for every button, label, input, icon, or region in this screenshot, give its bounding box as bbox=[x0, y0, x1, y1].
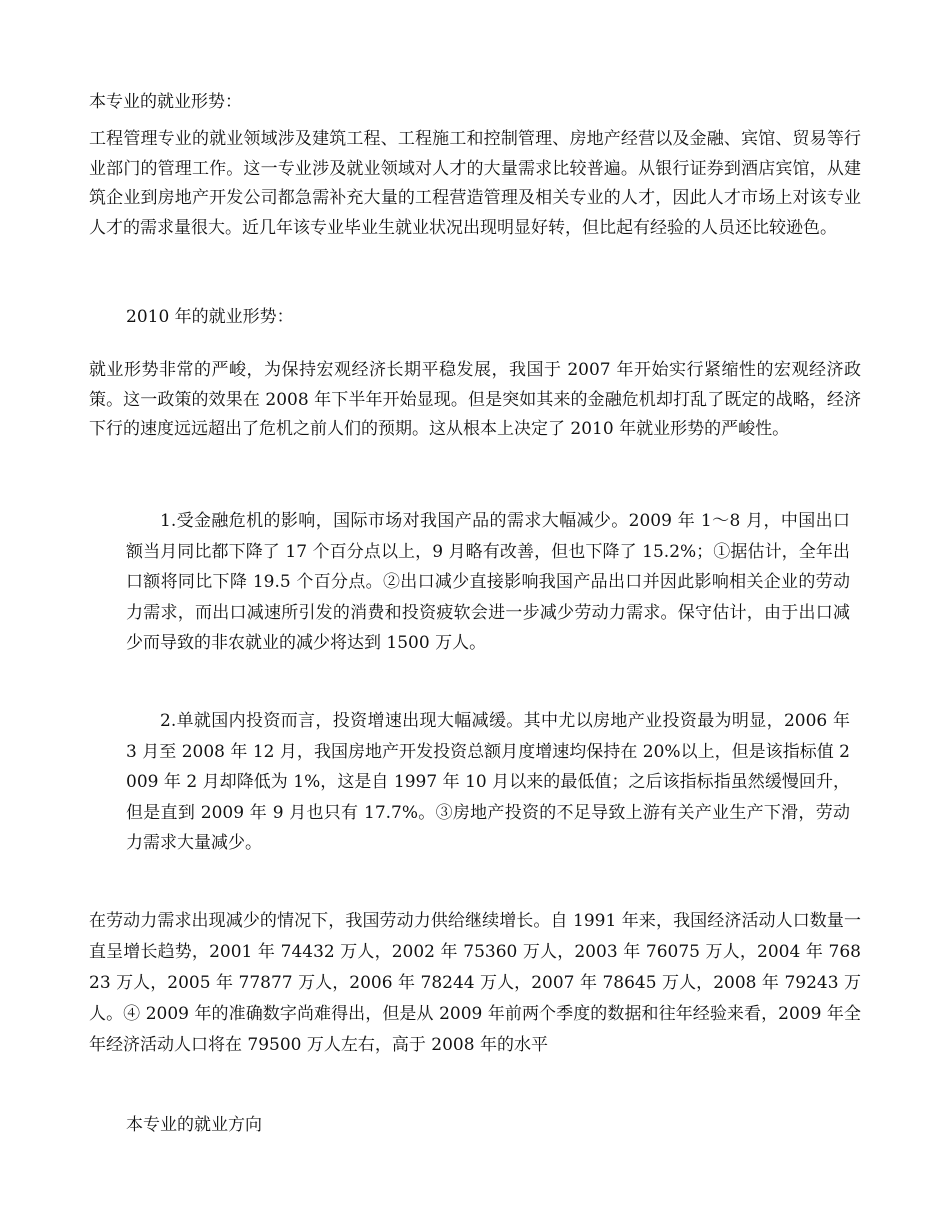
paragraph-2010-overview: 就业形势非常的严峻，为保持宏观经济长期平稳发展，我国于 2007 年开始实行紧缩性的宏观经济政策。这一政策的效果在 2008 年下半年开始显现。但是突如其来的金融危机却打乱了既定的战略，经济下行的速度远远超出了危机之前人们的预期。这从根本上决定了 2010 年就业形势的严峻性。 bbox=[89, 360, 861, 439]
list-item-domestic-investment: 2.单就国内投资而言，投资增速出现大幅减缓。其中尤以房地产业投资最为明显，2006 年 3 月至 2008 年 12 月，我国房地产开发投资总额月度增速均保持在 20%以上，但是该指标值 2009 年 2 月却降低为 1%，这是自 1997 年 10 月以来的最低值；之后该指标指虽然缓慢回升，但是直到 2009 年 9 月也只有 17.7%。③房地产投资的不足导致上游有关产业生产下滑，劳动力需求大量减少。 bbox=[126, 711, 850, 853]
section-heading-2010-situation: 2010 年的就业形势： bbox=[126, 307, 294, 327]
paragraph-field-overview: 工程管理专业的就业领域涉及建筑工程、工程施工和控制管理、房地产经营以及金融、宾馆、贸易等行业部门的管理工作。这一专业涉及就业领域对人才的大量需求比较普遍。从银行证券到酒店宾馆，从建筑企业到房地产开发公司都急需补充大量的工程营造管理及相关专业的人才，因此人才市场上对该专业人才的需求量很大。近几年该专业毕业生就业状况出现明显好转，但比起有经验的人员还比较逊色。 bbox=[89, 129, 861, 238]
section-heading-career-direction: 本专业的就业方向 bbox=[126, 1115, 262, 1135]
list-item-financial-crisis: 1.受金融危机的影响，国际市场对我国产品的需求大幅减少。2009 年 1～8 月，中国出口额当月同比都下降了 17 个百分点以上，9 月略有改善，但也下降了 15.2%；①据估计，全年出口额将同比下降 19.5 个百分点。②出口减少直接影响我国产品出口并因此影响相关企业的劳动力需求，而出口减速所引发的消费和投资疲软会进一步减少劳动力需求。保守估计，由于出口减少而导致的非农就业的减少将达到 1500 万人。 bbox=[126, 511, 850, 653]
section-heading-employment-situation: 本专业的就业形势： bbox=[89, 92, 242, 112]
paragraph-labor-supply: 在劳动力需求出现减少的情况下，我国劳动力供给继续增长。自 1991 年来，我国经济活动人口数量一直呈增长趋势，2001 年 74432 万人，2002 年 75360 万人，2003 年 76075 万人，2004 年 76823 万人，2005 年 77877 万人，2006 年 78244 万人，2007 年 78645 万人，2008 年 79243 万人。④ 2009 年的准确数字尚难得出，但是从 2009 年前两个季度的数据和往年经验来看，2009 年全年经济活动人口将在 79500 万人左右，高于 2008 年的水平 bbox=[89, 911, 861, 1055]
